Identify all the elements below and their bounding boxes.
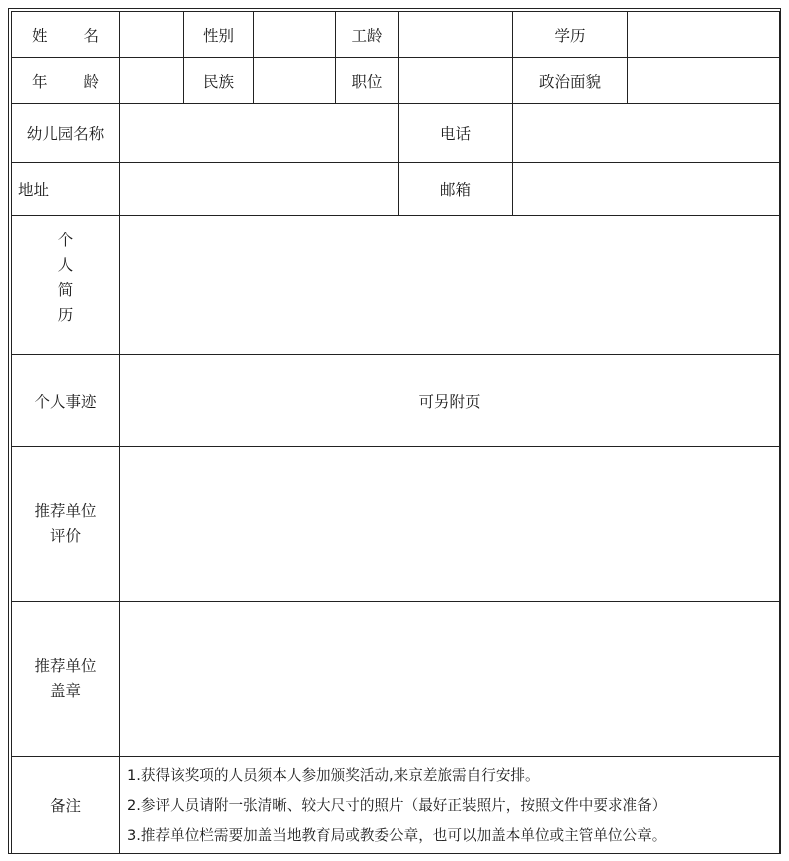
form-row-basic-2 [12, 58, 780, 104]
seal-label-line-1: 推荐单位 [34, 657, 97, 675]
evaluation-label-line-1: 推荐单位 [34, 502, 97, 520]
remark-item: 1.获得该奖项的人员须本人参加颁奖活动,来京差旅需自行安排。 [127, 767, 540, 784]
email-label: 邮箱 [399, 163, 513, 216]
gender-field[interactable] [254, 12, 336, 58]
remark-item: 2.参评人员请附一张清晰、较大尺寸的照片（最好正装照片，按照文件中要求准备） [127, 797, 667, 814]
remark-item: 3.推荐单位栏需要加盖当地教育局或教委公章，也可以加盖本单位或主管单位公章。 [127, 827, 667, 844]
deeds-field[interactable] [120, 355, 780, 447]
name-label-cell [12, 12, 120, 58]
age-label-cell [12, 58, 120, 104]
resume-label-cell [12, 216, 120, 355]
evaluation-label-cell [12, 447, 120, 602]
resume-label: 个人简历 [57, 231, 74, 324]
form-table [11, 11, 780, 854]
seal-label-cell [12, 602, 120, 757]
age-label-char-1: 年 [32, 72, 48, 91]
ethnicity-field[interactable] [254, 58, 336, 104]
remarks-label: 备注 [12, 757, 120, 854]
address-label: 地址 [12, 163, 120, 216]
form-row-evaluation [12, 447, 780, 602]
name-label-char-1: 姓 [32, 26, 48, 45]
address-field[interactable] [120, 163, 399, 216]
deeds-hint: 可另附页 [418, 392, 481, 411]
evaluation-label-line-2: 评价 [49, 527, 81, 545]
political-status-label: 政治面貌 [513, 58, 628, 104]
name-label-char-2: 名 [83, 26, 99, 45]
education-field[interactable] [628, 12, 780, 58]
position-label: 职位 [336, 58, 399, 104]
work-years-label: 工龄 [336, 12, 399, 58]
award-application-form [11, 11, 780, 854]
kindergarten-name-field[interactable] [120, 104, 399, 163]
name-field[interactable] [120, 12, 184, 58]
remarks-content [120, 757, 780, 854]
gender-label: 性别 [184, 12, 254, 58]
evaluation-field[interactable] [120, 447, 780, 602]
form-row-seal [12, 602, 780, 757]
age-label-char-2: 龄 [83, 72, 99, 91]
position-field[interactable] [399, 58, 513, 104]
form-row-deeds [12, 355, 780, 447]
phone-label: 电话 [399, 104, 513, 163]
form-row-resume [12, 216, 780, 355]
email-field[interactable] [513, 163, 780, 216]
deeds-label: 个人事迹 [12, 355, 120, 447]
resume-field[interactable] [120, 216, 780, 355]
age-field[interactable] [120, 58, 184, 104]
seal-label-line-2: 盖章 [49, 682, 81, 700]
form-row-kindergarten [12, 104, 780, 163]
form-row-address [12, 163, 780, 216]
form-row-remarks [12, 757, 780, 854]
phone-field[interactable] [513, 104, 780, 163]
work-years-field[interactable] [399, 12, 513, 58]
kindergarten-name-label: 幼儿园名称 [12, 104, 120, 163]
seal-field[interactable] [120, 602, 780, 757]
education-label: 学历 [513, 12, 628, 58]
ethnicity-label: 民族 [184, 58, 254, 104]
political-status-field[interactable] [628, 58, 780, 104]
form-row-basic-1 [12, 12, 780, 58]
